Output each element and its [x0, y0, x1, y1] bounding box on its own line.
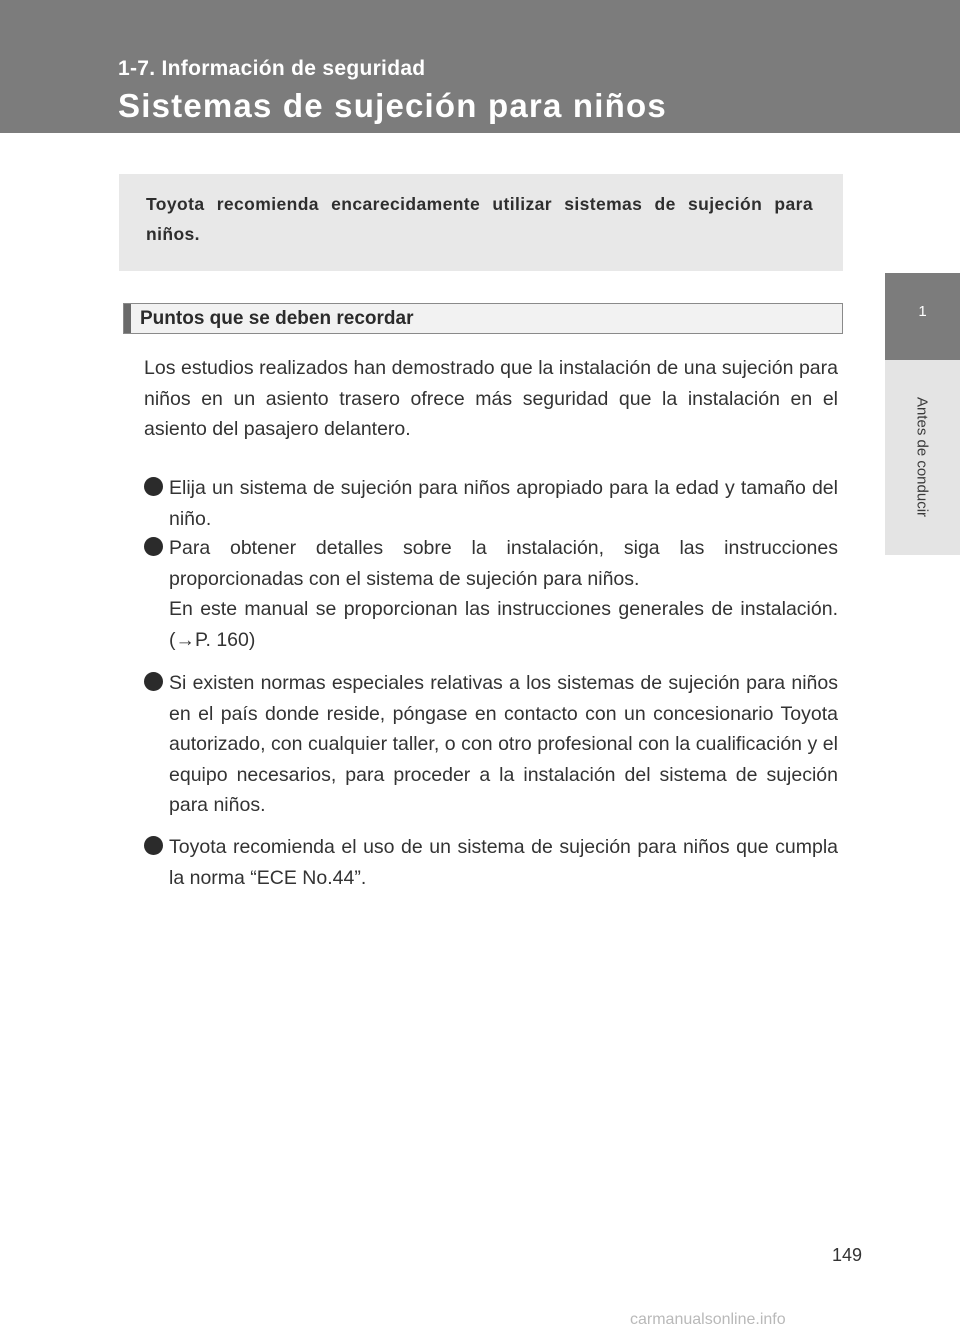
- chapter-tab-label: Antes de conducir: [913, 396, 931, 518]
- bullet-icon: [144, 477, 163, 496]
- list-item-text: Toyota recomienda el uso de un sistema de sujeción para niños que cumpla la norma “ECE No.44”.: [169, 836, 838, 889]
- page-title: Sistemas de sujeción para niños: [118, 87, 667, 124]
- watermark: carmanualsonline.info: [630, 1311, 786, 1328]
- list-item-text-continued: En este manual se proporcionan las instrucciones generales de instalación. (→P. 160): [169, 598, 838, 651]
- subsection-marker: [124, 304, 131, 333]
- bullet-icon: [144, 836, 163, 855]
- intro-box: [119, 174, 843, 271]
- page-number: 149: [832, 1245, 863, 1265]
- list-item-text: Si existen normas especiales relativas a los sistemas de sujeción para niños en el país donde reside, póngase en contacto con un concesionario Toyota autorizado, con cualquier taller, o con otro profesional con la cualificación y el equipo necesarios, para proceder a la instalación del sistema de sujeción para niños.: [169, 672, 838, 816]
- chapter-tab-label-area: [885, 360, 960, 555]
- body-paragraph: Los estudios realizados han demostrado que la instalación de una sujeción para niños en un asiento trasero ofrece más seguridad que la instalación en el asiento del pasajero delantero.: [144, 357, 838, 440]
- chapter-tab: [885, 273, 960, 360]
- list-item-text: Elija un sistema de sujeción para niños apropiado para la edad y tamaño del niño.: [169, 477, 838, 530]
- bullet-icon: [144, 672, 163, 691]
- section-label: 1-7. Información de seguridad: [118, 57, 426, 80]
- subsection-header: [123, 303, 843, 334]
- list-item: [144, 668, 838, 821]
- list-item: [144, 832, 838, 893]
- bullet-icon: [144, 537, 163, 556]
- subsection-title: Puntos que se deben recordar: [140, 308, 414, 329]
- list-item-text: Para obtener detalles sobre la instalación, siga las instrucciones proporcionadas con el sistema de sujeción para niños.: [169, 537, 838, 590]
- list-item: [144, 533, 838, 655]
- chapter-tab-number: 1: [918, 303, 927, 320]
- list-item: [144, 473, 838, 534]
- intro-text: Toyota recomienda encarecidamente utilizar sistemas de sujeción para niños.: [146, 194, 813, 244]
- header-banner: [0, 0, 960, 133]
